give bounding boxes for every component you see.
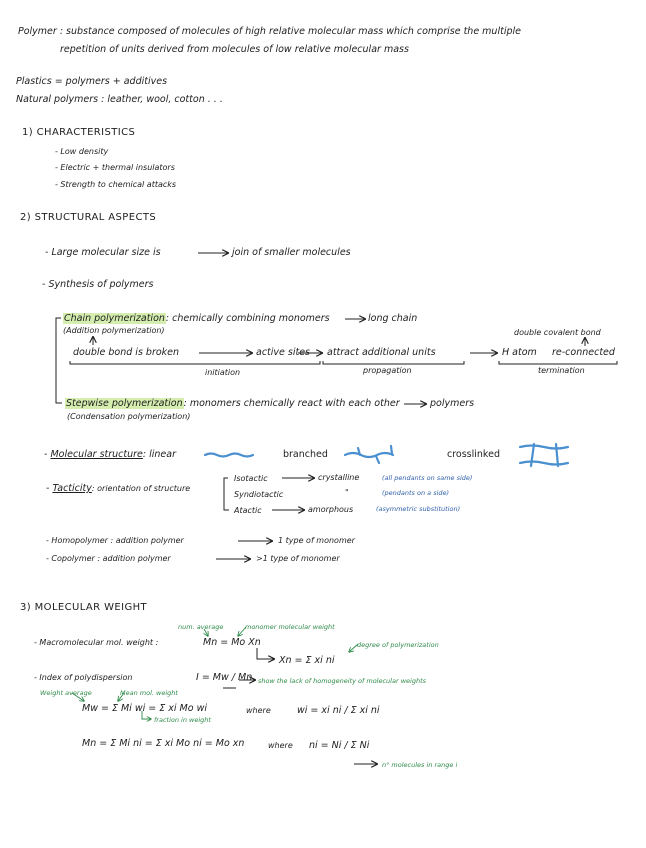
amorphous-text: amorphous: [308, 505, 354, 514]
green-arrow-mean: [118, 693, 124, 701]
linear-text: : linear: [142, 449, 176, 460]
weight-average-note: Weight average: [40, 689, 92, 697]
crystalline-text: crystalline: [318, 473, 360, 482]
termination-brace: [499, 361, 617, 364]
num-average-note: num. average: [178, 623, 224, 631]
where-2: where: [268, 741, 293, 750]
polydispersion-equation: I = Mw / Mn: [196, 672, 253, 683]
branched-chain-doodle: [345, 446, 393, 463]
char-item-2: - Electric + thermal insulators: [55, 163, 175, 172]
green-arrow-degree: [349, 644, 358, 652]
termination-text: termination: [538, 366, 585, 375]
reconnected-text: re-connected: [552, 347, 615, 358]
stepwise-term: Stepwise polymerization: [66, 398, 183, 409]
tacticity-label: Tacticity: [52, 483, 92, 494]
chain-bracket: [56, 318, 62, 403]
syndiotactic-result: ": [345, 488, 349, 497]
molecular-structure-line: - Molecular structure: linear: [44, 449, 176, 460]
tacticity-desc: : orientation of structure: [91, 484, 191, 493]
join-text: join of smaller molecules: [232, 247, 351, 258]
atactic-note: (asymmetric substitution): [376, 505, 461, 513]
atactic-text: Atactic: [234, 506, 262, 515]
macromolecular-text: - Macromolecular mol. weight :: [34, 638, 159, 647]
monomer-mw-note: monomer molecular weight: [245, 623, 335, 631]
linear-chain-doodle: [205, 454, 253, 457]
mn-sum-equation: Mn = Σ Mi ni = Σ xi Mo ni = Mo xn: [82, 738, 245, 749]
arrow-xn: [257, 648, 274, 659]
molecular-structure-label: Molecular structure: [50, 449, 143, 460]
condensation-text: (Condensation polymerization): [67, 412, 191, 421]
syndiotactic-note: (pendants on a side): [382, 489, 450, 497]
section-2-title: 2) STRUCTURAL ASPECTS: [20, 212, 157, 223]
large-size-text: - Large molecular size is: [45, 247, 161, 258]
initiation-brace: [70, 361, 320, 364]
propagation-text: propagation: [363, 366, 412, 375]
mn-equation: Mn = Mo Xn: [203, 637, 261, 648]
initiation-text: initiation: [205, 368, 241, 377]
char-item-1: - Low density: [55, 147, 109, 156]
isotactic-note: (all pendants on same side): [382, 474, 473, 482]
homopolymer-text: - Homopolymer : addition polymer: [46, 536, 184, 545]
isotactic-text: Isotactic: [234, 474, 268, 483]
mw-equation: Mw = Σ Mi wi = Σ xi Mo wi: [82, 703, 207, 714]
syndiotactic-text: Syndiotactic: [234, 490, 284, 499]
section-1-title: 1) CHARACTERISTICS: [22, 127, 136, 138]
active-sites-text: active sites: [256, 347, 311, 358]
section-3-title: 3) MOLECULAR WEIGHT: [20, 602, 148, 613]
green-arrow-weight-avg: [72, 693, 84, 701]
stepwise-desc: : monomers chemically react with each other: [183, 398, 400, 409]
tacticity-bracket: [224, 478, 229, 510]
long-chain-text: long chain: [368, 313, 418, 324]
copolymer-result: >1 type of monomer: [256, 554, 340, 563]
addition-polymerization-text: (Addition polymerization): [63, 326, 165, 335]
chain-desc: : chemically combining monomers: [165, 313, 330, 324]
mean-mol-weight-note: Mean mol. weight: [120, 689, 178, 697]
tacticity-line: - Tacticity: orientation of structure: [46, 483, 191, 494]
h-atom-text: H atom: [502, 347, 537, 358]
plastics-line: Plastics = polymers + additives: [16, 76, 168, 87]
degree-polymerization-note: degree of polymerization: [357, 641, 439, 649]
fraction-weight-note: fraction in weight: [154, 716, 211, 724]
chain-polymerization-term: Chain polymerization: [64, 313, 165, 324]
attract-units-text: attract additional units: [327, 347, 436, 358]
copolymer-text: - Copolymer : addition polymer: [46, 554, 171, 563]
green-arrow-num-avg: [204, 629, 208, 636]
polydispersion-note: show the lack of homogeneity of molecular weights: [258, 677, 427, 685]
synthesis-text: - Synthesis of polymers: [42, 279, 154, 290]
branched-text: branched: [283, 449, 328, 460]
propagation-brace: [323, 361, 464, 364]
index-polydispersion-text: - Index of polydispersion: [34, 673, 133, 682]
crosslinked-text: crosslinked: [447, 449, 500, 460]
xn-equation: Xn = Σ xi ni: [279, 655, 335, 666]
homopolymer-result: 1 type of monomer: [278, 536, 355, 545]
where-1: where: [246, 706, 271, 715]
ni-note: n° molecules in range i: [382, 761, 458, 769]
crosslinked-doodle: [520, 444, 568, 466]
green-arrow-fraction: [142, 711, 151, 719]
stepwise-result: polymers: [430, 398, 475, 409]
definition-line-1: Polymer : substance composed of molecules of high relative molecular mass which comprise the multiple: [18, 26, 521, 37]
double-bond-broken-text: double bond is broken: [73, 347, 180, 358]
green-arrow-monomer: [238, 627, 246, 636]
double-covalent-bond-text: double covalent bond: [514, 328, 601, 337]
char-item-3: - Strength to chemical attacks: [55, 180, 177, 189]
ni-equation: ni = Ni / Σ Ni: [309, 740, 370, 751]
natural-polymers-line: Natural polymers : leather, wool, cotton . . .: [16, 94, 223, 105]
definition-line-2: repetition of units derived from molecules of low relative molecular mass: [60, 44, 409, 55]
wi-equation: wi = xi ni / Σ xi ni: [297, 705, 380, 716]
